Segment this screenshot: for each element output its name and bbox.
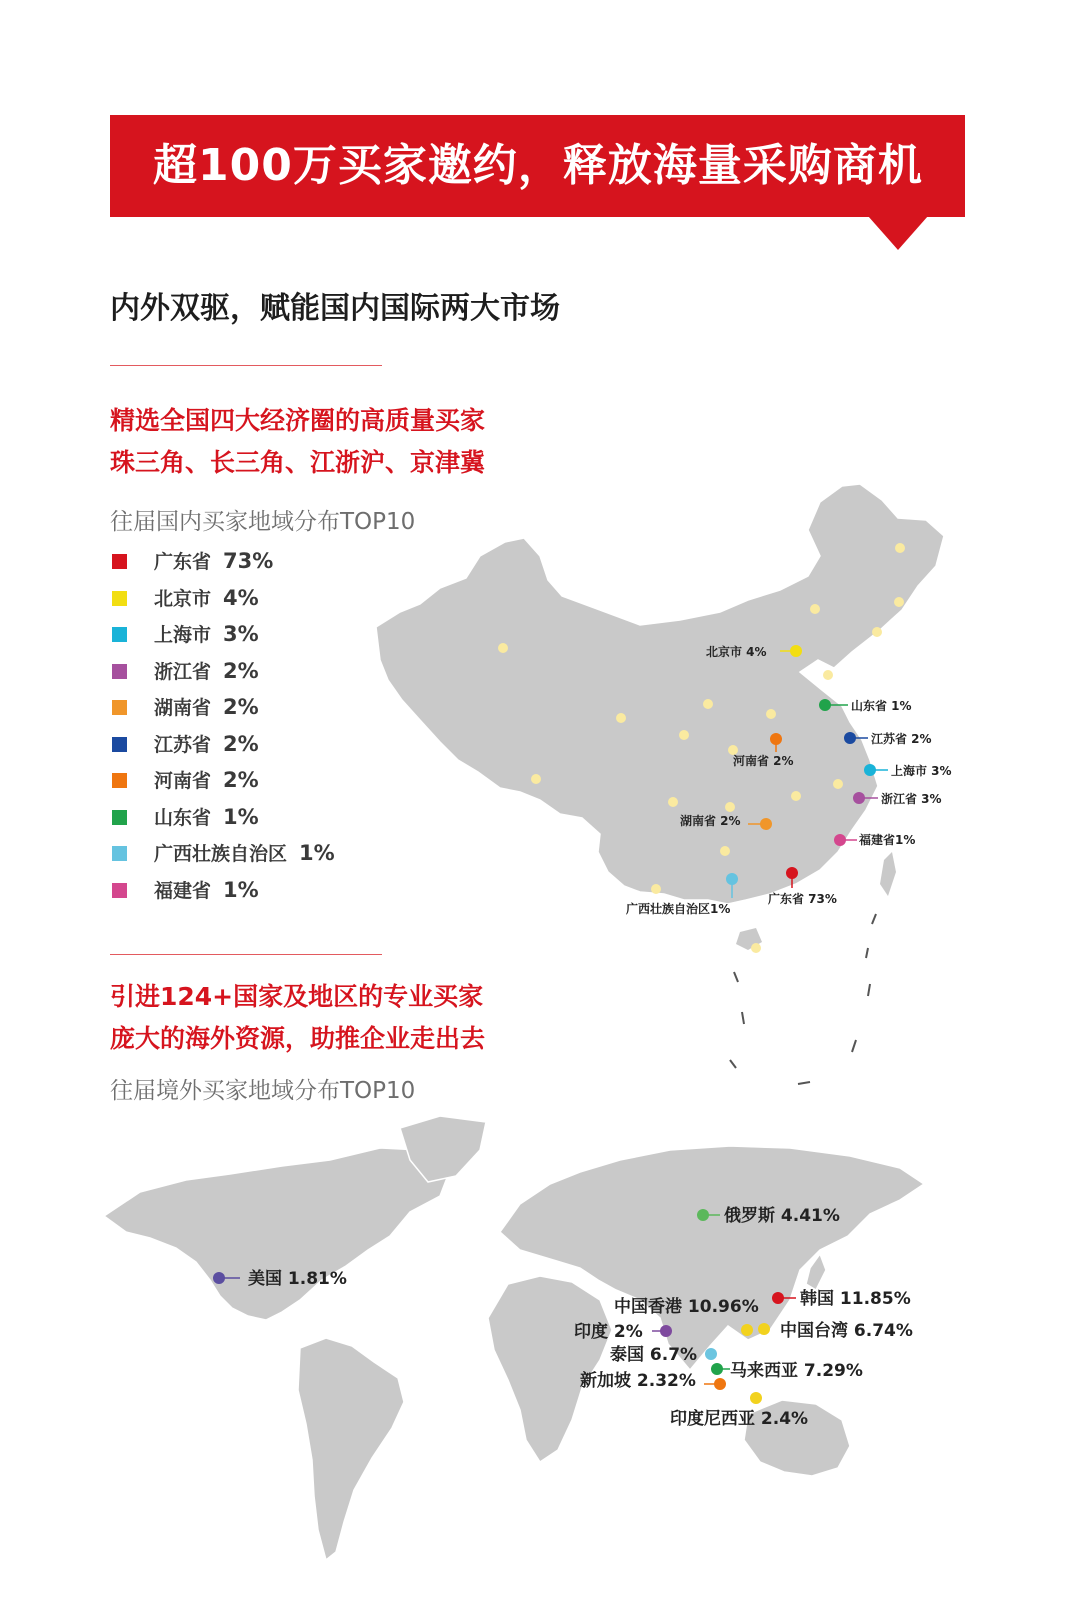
marker-dot (834, 834, 846, 846)
marker-label: 浙江省 3% (881, 792, 942, 806)
marker-dot (711, 1363, 723, 1375)
marker-dot (864, 764, 876, 776)
marker-label: 泰国 6.7% (610, 1345, 698, 1365)
marker-dot (853, 792, 865, 804)
legend-name: 北京市 (154, 587, 212, 610)
legend-name: 广西壮族自治区 (154, 843, 288, 865)
legend-pct: 4% (223, 585, 259, 610)
marker-dot (844, 732, 856, 744)
overseas-caption: 往届境外买家地域分布TOP10 (110, 1078, 416, 1104)
marker-dot (786, 867, 798, 879)
legend-pct: 3% (223, 622, 259, 646)
marker-dot (213, 1272, 225, 1284)
marker-dot (770, 733, 782, 745)
taiwan-shape (880, 852, 896, 896)
marker-label: 马来西亚 7.29% (730, 1361, 863, 1381)
marker-label: 北京市 4% (706, 645, 767, 659)
legend-name: 广东省 (154, 551, 212, 573)
domestic-caption: 往届国内买家地域分布TOP10 (110, 509, 416, 535)
legend-pct: 2% (223, 695, 259, 719)
page-subtitle: 内外双驱，赋能国内国际两大市场 (110, 291, 560, 326)
marker-dot (741, 1324, 753, 1336)
marker-dot (750, 1392, 762, 1404)
marker-label: 中国台湾 6.74% (780, 1321, 913, 1341)
legend-name: 浙江省 (154, 660, 212, 683)
marker-label: 美国 1.81% (248, 1269, 347, 1289)
legend-pct: 73% (223, 549, 274, 573)
marker-dot (660, 1325, 672, 1337)
africa-shape (488, 1276, 612, 1462)
marker-dot (705, 1348, 717, 1360)
legend-name: 江苏省 (154, 733, 212, 756)
marker-label: 河南省 2% (733, 754, 794, 768)
legend-name: 湖南省 (154, 697, 212, 719)
marker-dot (819, 699, 831, 711)
domestic-headline-1: 精选全国四大经济圈的高质量买家 (110, 406, 486, 435)
south-america-shape (298, 1338, 404, 1560)
marker-label: 俄罗斯 4.41% (724, 1206, 840, 1226)
marker-dot (726, 873, 738, 885)
legend-name: 上海市 (154, 624, 212, 646)
banner-title: 超100万买家邀约，释放海量采购商机 (153, 140, 923, 191)
legend-pct: 1% (223, 877, 259, 902)
marker-dot (772, 1292, 784, 1304)
marker-label: 广东省 73% (768, 892, 837, 906)
legend-pct: 1% (299, 841, 335, 865)
marker-dot (790, 645, 802, 657)
domestic-headline-2: 珠三角、长三角、江浙沪、京津冀 (110, 448, 486, 477)
marker-dot (758, 1323, 770, 1335)
legend-pct: 2% (223, 658, 259, 683)
marker-dot (714, 1378, 726, 1390)
legend-pct: 2% (223, 731, 259, 756)
legend-name: 山东省 (154, 806, 212, 829)
marker-label: 印度 2% (574, 1322, 643, 1342)
marker-label: 新加坡 2.32% (580, 1371, 696, 1391)
legend-pct: 2% (223, 768, 259, 792)
marker-label: 江苏省 2% (871, 732, 932, 746)
marker-label: 广西壮族自治区1% (626, 902, 731, 916)
north-america-shape (104, 1148, 450, 1320)
china-map (376, 484, 944, 1084)
marker-dot (760, 818, 772, 830)
marker-label: 上海市 3% (891, 764, 952, 778)
marker-label: 湖南省 2% (680, 814, 741, 828)
legend-pct: 1% (223, 804, 259, 829)
legend-name: 福建省 (154, 879, 212, 902)
marker-label: 印度尼西亚 2.4% (670, 1409, 809, 1429)
marker-dot (697, 1209, 709, 1221)
overseas-headline-2: 庞大的海外资源，助推企业走出去 (110, 1024, 486, 1053)
marker-label: 韩国 11.85% (800, 1289, 911, 1309)
overseas-headline-1: 引进124+国家及地区的专业买家 (110, 982, 484, 1011)
marker-label: 福建省1% (859, 833, 916, 847)
marker-label: 中国香港 10.96% (614, 1297, 759, 1317)
legend-name: 河南省 (154, 770, 212, 792)
marker-label: 山东省 1% (851, 699, 912, 713)
